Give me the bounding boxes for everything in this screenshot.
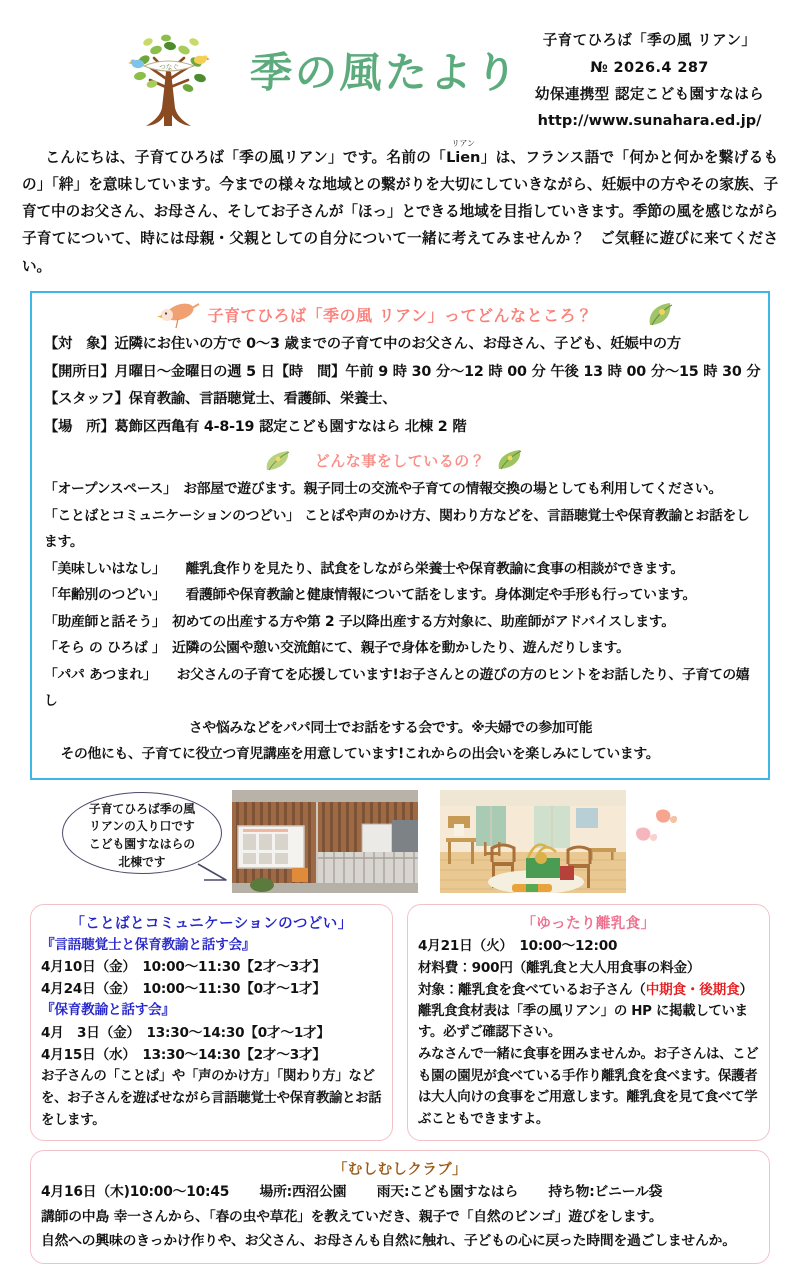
mushimushi-event-box <box>30 1150 770 1264</box>
info-line: 【開所日】月曜日～金曜日の週 5 日【時 間】午前 9 時 30 分～12 時 00 分 午後 13 時 00 分～15 時 30 分 <box>44 363 761 380</box>
tree-logo <box>108 22 228 134</box>
mushimushi-datetime: 4月16日（木)10:00～10:45 <box>41 1184 230 1201</box>
activity-line: 「そら の ひろば 」 近隣の公園や憩い交流館にて、親子で身体を動かしたり、遊んだりします。 <box>44 640 630 657</box>
rinyushoku-hp-note: 離乳食食材表は「季の風リアン」の HP に掲載しています。必ずご確認下さい。 <box>418 1003 748 1041</box>
intro-text-a: こんにちは、子育てひろば「季の風リアン」です。名前の「 <box>45 149 447 166</box>
mushimushi-instructor-line: 講師の中島 幸一さんから、「春の虫や草花」を教えていだき、親子で「自然のビンゴ」遊びをします。 <box>41 1208 663 1225</box>
masthead-title-text: 季の風たより <box>248 48 522 97</box>
website-url[interactable]: http://www.sunahara.ed.jp/ <box>537 113 762 130</box>
institution-name: 幼保連携型 認定こども園すなはら <box>535 86 764 103</box>
activity-line: 「ことばとコミュニケーションのつどい」 ことばや声のかけ方、関わり方などを、言語聴覚士や保育教諭とお話をします。 <box>44 507 750 551</box>
activity-line: 「オープンスペース」 お部屋で遊びます。親子同士の交流や子育ての情報交換の場としても利用してください。 <box>44 481 722 498</box>
activity-line: 「助産師と話そう」 初めての出産する方や第 2 子以降出産する方対象に、助産師がアドバイスします。 <box>44 613 675 630</box>
issue-number: № 2026.4 287 <box>590 59 709 76</box>
leaf-icon <box>644 299 678 341</box>
about-box-title: 子育てひろば「季の風 リアン」ってどんなところ？ <box>207 305 593 325</box>
info-line: 【スタッフ】保育教諭、言語聴覚士、看護師、栄養士、 <box>44 391 397 408</box>
header-right-block <box>535 28 764 135</box>
activity-line: 「パパ あつまれ」 お父さんの子育てを応援しています!お子さんとの遊びの方のヒントをお話したり、子育ての嬉し <box>44 666 750 710</box>
intro-paragraph <box>22 139 778 280</box>
rinyushoku-target-a: 対象：離乳食を食べているお子さん（ <box>418 981 646 998</box>
kotoba-session: 4月10日（金） 10:00～11:30【2才～3才】 <box>41 959 326 976</box>
lien-ruby-reading: リアン <box>451 139 475 148</box>
leaf-icon <box>494 447 524 483</box>
photo-row <box>0 788 800 898</box>
info-line: 【場 所】葛飾区西亀有 4-8-19 認定こども園すなはら 北棟 2 階 <box>44 419 467 436</box>
petal-decoration <box>630 806 680 850</box>
about-box <box>30 291 770 780</box>
bubble-line: 子育てひろば季の風 <box>88 801 196 816</box>
svg-text:つなぐ: つなぐ <box>159 63 179 71</box>
leaf-icon <box>262 448 292 484</box>
activity-line: 「年齢別のつどい」 看護師や保育教諭と健康情報について話をします。身体測定や手形も行っています。 <box>44 587 696 604</box>
rinyushoku-event-box <box>407 904 770 1142</box>
kotoba-session: 4月15日（水） 13:30～14:30【2才～3才】 <box>41 1047 326 1064</box>
activity-line-continued: さや悩みなどをパパ同士でお話をする会です。※夫婦での参加可能 <box>188 719 593 736</box>
mushimushi-rain-plan: 雨天:こども園すなはら <box>376 1184 519 1201</box>
intro-text-b: 」は、フランス語で「何かと何かを繋げるもの」「絆」を意味しています。今までの様々な地域との繋がりを大切にしていきながら、妊娠中の方やその家族、子育て中のお父さん、お母さん、そしてお子さんが「ほっ」とできる地域を目指していきます。季節の風を感じながら子育てについて、時には母親・父親としての自分について一緒に考えてみませんか？ ご気軽に遊びに来てください。 <box>22 149 778 275</box>
rinyushoku-title: 「ゆったり離乳食」 <box>521 915 656 932</box>
bird-icon <box>154 300 200 340</box>
events-row <box>30 904 770 1142</box>
masthead-title <box>240 30 530 120</box>
bird-blue <box>128 59 144 68</box>
lien-ruby <box>446 139 481 166</box>
bubble-line: 北棟です <box>118 855 166 870</box>
kotoba-event-box <box>30 904 393 1142</box>
page-header <box>0 0 800 138</box>
bubble-line: こども園すなはらの <box>88 837 196 852</box>
about-box-title-row <box>44 301 756 331</box>
kotoba-session: 4月 3日（金） 13:30～14:30【0才～1才】 <box>41 1025 330 1042</box>
bird-yellow <box>194 55 210 64</box>
kotoba-description: お子さんの「ことば」や「声のかけ方」「関わり方」などを、お子さんを遊ばせながら言語聴覚士や保育教諭とお話をします。 <box>41 1069 382 1128</box>
kotoba-subtitle-1: 『言語聴覚士と保育教諭と話す会』 <box>41 936 256 953</box>
mushimushi-bring: 持ち物:ビニール袋 <box>548 1184 663 1201</box>
rinyushoku-target <box>418 979 759 1001</box>
mushimushi-title: 「むしむしクラブ」 <box>332 1162 468 1179</box>
playroom-photo <box>440 790 626 893</box>
kotoba-title: 「ことばとコミュニケーションのつどい」 <box>70 915 353 932</box>
entrance-photo <box>232 790 418 893</box>
mushimushi-description: 自然への興味のきっかけ作りや、お父さん、お母さんも自然に触れ、子どもの心に戻った時間を過ごしませんか。 <box>41 1233 736 1250</box>
activities-title-row <box>44 446 756 476</box>
rinyushoku-target-emphasis: 中期食・後期食 <box>645 981 740 998</box>
publication-name: 子育てひろば「季の風 リアン」 <box>542 33 757 49</box>
rinyushoku-description: みなさんで一緒に食事を囲みませんか。お子さんは、こども園の園児が食べている手作り離乳食を食べます。保護者は大人向けの食事をご用意します。離乳食を見て食べて学ぶこともできますよ。 <box>418 1046 759 1128</box>
speech-bubble-tail <box>196 862 228 884</box>
rinyushoku-fee: 材料費：900円（離乳食と大人用食事の料金） <box>418 959 701 976</box>
mushimushi-details-line <box>41 1180 759 1205</box>
bubble-line: リアンの入り口です <box>89 819 195 834</box>
mushimushi-place: 場所:西沼公園 <box>259 1184 347 1201</box>
kotoba-session: 4月24日（金） 10:00～11:30【0才～1才】 <box>41 981 326 998</box>
rinyushoku-target-b: ） <box>739 981 753 998</box>
kotoba-subtitle-2: 『保育教諭と話す会』 <box>41 1002 175 1019</box>
lien-ruby-base: Lien <box>446 149 481 166</box>
activity-line: 「美味しいはなし」 離乳食作りを見たり、試食をしながら栄養士や保育教諭に食事の相談ができます。 <box>44 560 684 577</box>
activities-title: どんな事をしているの？ <box>314 452 486 471</box>
info-line: 【対 象】近隣にお住いの方で 0～3 歳までの子育て中のお父さん、お母さん、子ども、妊娠中の方 <box>44 335 681 352</box>
about-box-closing: その他にも、子育てに役立つ育児講座を用意しています!これからの出会いを楽しみにしています。 <box>60 746 660 763</box>
rinyushoku-datetime: 4月21日（火） 10:00～12:00 <box>418 937 618 954</box>
